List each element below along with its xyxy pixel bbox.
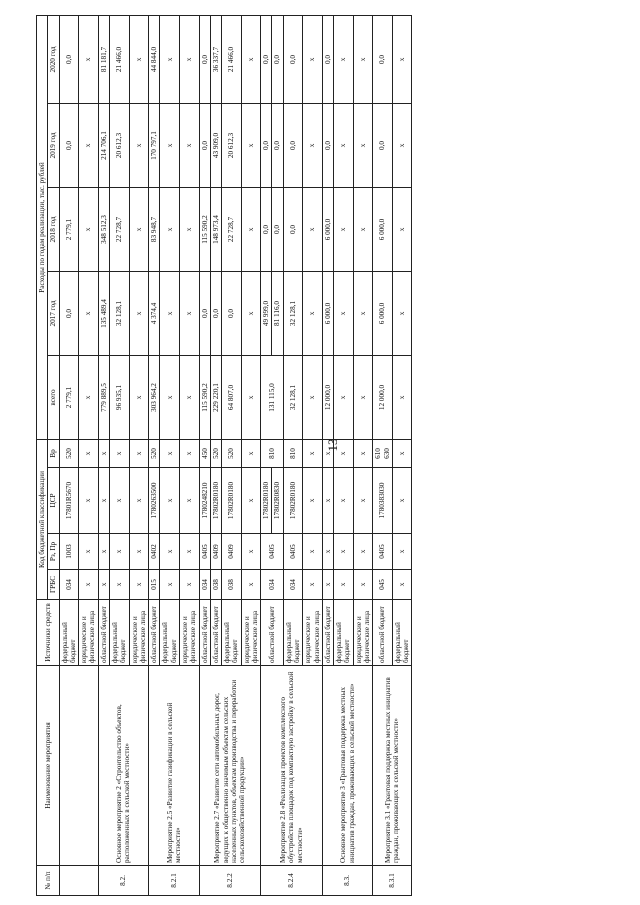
row-num	[59, 866, 98, 896]
row-source: областной бюджет	[149, 600, 160, 666]
row-csr: 17802R0180	[283, 468, 303, 534]
row-total: 229 220,1	[210, 356, 221, 440]
row-2020: x	[353, 15, 373, 103]
row-source: областной бюджет	[261, 600, 284, 666]
row-csr: x	[322, 468, 333, 534]
table-row	[59, 15, 79, 895]
row-csr: x	[241, 468, 261, 534]
row-grbs: 034	[59, 570, 79, 600]
row-2020: x	[392, 15, 412, 103]
row-csr: 17801R5670	[59, 468, 79, 534]
row-2018: 115 590,2	[199, 188, 210, 272]
row-vr: 520	[149, 440, 160, 468]
row-2019: x	[179, 104, 199, 188]
row-2017: 0,0	[59, 272, 79, 356]
row-csr: x	[98, 468, 109, 534]
row-total: 96 935,1	[109, 356, 129, 440]
row-total: x	[160, 356, 180, 440]
row-num: 8.3.	[322, 866, 372, 896]
row-source: федеральный бюджет	[109, 600, 129, 666]
row-2019: 0,0	[59, 104, 79, 188]
row-vr: x	[98, 440, 109, 468]
row-2019: 0,0	[199, 104, 210, 188]
row-grbs: x	[303, 570, 323, 600]
header-num: № п/п	[37, 866, 60, 896]
row-2017: 0,0	[210, 272, 221, 356]
row-2019: x	[392, 104, 412, 188]
row-total: 779 889,5	[98, 356, 109, 440]
row-2018-a: 0,0	[262, 225, 271, 234]
row-rzpr: x	[322, 534, 333, 570]
row-2018: 83 948,7	[149, 188, 160, 272]
row-2018	[261, 188, 284, 272]
row-2020: x	[160, 15, 180, 103]
row-2017: x	[129, 272, 149, 356]
row-csr: 1780248210	[199, 468, 210, 534]
row-csr-b: 17802R0830	[271, 468, 281, 533]
row-csr	[261, 468, 284, 534]
row-grbs: 015	[149, 570, 160, 600]
row-vr: x	[353, 440, 373, 468]
row-source: юридические и физические лица	[303, 600, 323, 666]
row-rzpr: 1003	[59, 534, 79, 570]
header-total: всего	[48, 356, 59, 440]
header-code-group: Код бюджетной классификации	[37, 440, 48, 600]
row-2020: x	[303, 15, 323, 103]
row-grbs: 034	[199, 570, 210, 600]
row-vr-b: 630	[382, 448, 391, 459]
row-source: федеральный бюджет	[160, 600, 180, 666]
row-2017-b: 81 116,0	[271, 272, 281, 355]
row-2017: x	[303, 272, 323, 356]
row-vr: x	[109, 440, 129, 468]
row-2018: x	[129, 188, 149, 272]
row-grbs: x	[98, 570, 109, 600]
row-rzpr: 0405	[373, 534, 393, 570]
row-num: 8.2.2	[199, 866, 261, 896]
row-vr: x	[160, 440, 180, 468]
row-rzpr: x	[160, 534, 180, 570]
row-vr: x	[334, 440, 354, 468]
row-2018: x	[79, 188, 99, 272]
row-total: 32 128,1	[283, 356, 303, 440]
row-source: юридические и физические лица	[179, 600, 199, 666]
row-vr: x	[129, 440, 149, 468]
row-vr: 520	[222, 440, 242, 468]
row-2019: 170 797,1	[149, 104, 160, 188]
row-2017: x	[179, 272, 199, 356]
header-expense-group: Расходы по годам реализации, тыс. рублей	[37, 15, 48, 439]
row-2017: x	[392, 272, 412, 356]
row-rzpr: 0402	[149, 534, 160, 570]
header-csr: ЦСР	[48, 468, 59, 534]
row-vr: 520	[210, 440, 221, 468]
row-total: 115 590,2	[199, 356, 210, 440]
row-2018: x	[303, 188, 323, 272]
row-vr	[373, 440, 393, 468]
row-2019: 214 706,1	[98, 104, 109, 188]
row-grbs: x	[179, 570, 199, 600]
header-grbs: ГРБС	[48, 570, 59, 600]
header-2019: 2019 год	[48, 104, 59, 188]
row-total: x	[79, 356, 99, 440]
row-total: 64 807,0	[222, 356, 242, 440]
row-name: Мероприятие 2.8 «Реализация проектов комплексного обустройства площадок под компактную застройку в сельской местности»	[261, 666, 323, 866]
row-2018: 22 728,7	[109, 188, 129, 272]
row-2019: 0,0	[322, 104, 333, 188]
row-csr: x	[334, 468, 354, 534]
row-source: юридические и физические лица	[129, 600, 149, 666]
row-grbs: x	[322, 570, 333, 600]
row-2020: 0,0	[283, 15, 303, 103]
row-2020	[261, 15, 284, 103]
row-2018: 6 000,0	[373, 188, 393, 272]
row-2018-b: 0,0	[271, 188, 281, 271]
row-2017: 0,0	[199, 272, 210, 356]
row-source: юридические и физические лица	[79, 600, 99, 666]
row-2020: 0,0	[199, 15, 210, 103]
row-2020: x	[79, 15, 99, 103]
row-2017: x	[79, 272, 99, 356]
row-2017: 6 000,0	[322, 272, 333, 356]
row-2017: 4 374,4	[149, 272, 160, 356]
row-source: областной бюджет	[210, 600, 221, 666]
row-rzpr: x	[129, 534, 149, 570]
table-row	[149, 15, 160, 895]
row-2020: 0,0	[59, 15, 79, 103]
row-grbs: x	[109, 570, 129, 600]
row-2018: 348 512,3	[98, 188, 109, 272]
header-2018: 2018 год	[48, 188, 59, 272]
row-2017: 32 128,1	[109, 272, 129, 356]
row-num: 8.2.4	[261, 866, 323, 896]
table-row	[199, 15, 210, 895]
row-rzpr: 0405	[261, 534, 284, 570]
row-name	[59, 666, 98, 866]
row-csr: x	[179, 468, 199, 534]
row-2017: 0,0	[222, 272, 242, 356]
row-2020-a: 0,0	[262, 54, 271, 64]
row-grbs: 034	[283, 570, 303, 600]
row-grbs: 038	[210, 570, 221, 600]
row-rzpr: x	[109, 534, 129, 570]
header-rzpr: Рз, Пр	[48, 534, 59, 570]
row-grbs: x	[334, 570, 354, 600]
table-row	[261, 15, 284, 895]
row-num: 8.2.	[98, 866, 148, 896]
row-total: x	[129, 356, 149, 440]
row-vr: x	[241, 440, 261, 468]
row-2017: x	[160, 272, 180, 356]
row-2019-b: 0,0	[271, 104, 281, 187]
row-2020: x	[334, 15, 354, 103]
row-name: Основное мероприятие 3 «Грантовая поддержка местных инициатив граждан, проживающих в сельской местности»	[322, 666, 372, 866]
row-2018: 0,0	[283, 188, 303, 272]
table-row	[98, 15, 109, 895]
row-name: Мероприятие 3.1 «Грантовая поддержка местных инициатив граждан, проживающих в сельской местности»	[373, 666, 412, 866]
row-csr: 17802R0180	[222, 468, 242, 534]
table-row	[373, 15, 393, 895]
row-total: x	[303, 356, 323, 440]
table-row	[322, 15, 333, 895]
row-2019: x	[353, 104, 373, 188]
row-csr: x	[392, 468, 412, 534]
row-2018: 148 973,4	[210, 188, 221, 272]
row-csr: x	[303, 468, 323, 534]
row-csr: x	[109, 468, 129, 534]
row-total: 303 964,2	[149, 356, 160, 440]
row-2017: 6 000,0	[373, 272, 393, 356]
row-2019-a: 0,0	[262, 141, 271, 150]
row-rzpr: 0405	[283, 534, 303, 570]
row-2019: x	[241, 104, 261, 188]
row-source: федеральный бюджет	[334, 600, 354, 666]
row-grbs: x	[160, 570, 180, 600]
row-2018: x	[392, 188, 412, 272]
row-rzpr: x	[98, 534, 109, 570]
budget-table-sheet	[36, 16, 616, 896]
row-vr: x	[322, 440, 333, 468]
row-grbs: x	[129, 570, 149, 600]
row-source: юридические и физические лица	[241, 600, 261, 666]
row-total: 12 000,0	[322, 356, 333, 440]
row-rzpr: x	[334, 534, 354, 570]
row-2019: x	[303, 104, 323, 188]
row-2019: 0,0	[373, 104, 393, 188]
row-source: федеральный бюджет	[392, 600, 412, 666]
row-2018: 6 000,0	[322, 188, 333, 272]
row-source: областной бюджет	[199, 600, 210, 666]
row-2017: 32 128,1	[283, 272, 303, 356]
row-csr: x	[160, 468, 180, 534]
row-2018: 2 779,1	[59, 188, 79, 272]
row-2017	[261, 272, 284, 356]
row-grbs: 034	[261, 570, 284, 600]
row-rzpr: 0405	[199, 534, 210, 570]
row-name: Основное мероприятие 2 «Строительство объектов, расположенных в сельской местности»	[98, 666, 148, 866]
row-2019: 0,0	[283, 104, 303, 188]
row-2017: x	[353, 272, 373, 356]
row-rzpr: 0409	[222, 534, 242, 570]
row-vr: x	[179, 440, 199, 468]
row-2020: x	[129, 15, 149, 103]
row-2020-b: 0,0	[271, 16, 281, 103]
row-source: областной бюджет	[322, 600, 333, 666]
row-grbs: x	[241, 570, 261, 600]
row-grbs: 045	[373, 570, 393, 600]
row-csr: x	[353, 468, 373, 534]
row-grbs: x	[353, 570, 373, 600]
row-csr: x	[79, 468, 99, 534]
row-total: x	[241, 356, 261, 440]
row-rzpr: 0409	[210, 534, 221, 570]
row-rzpr: x	[303, 534, 323, 570]
row-source: федеральный бюджет	[222, 600, 242, 666]
row-2019: x	[160, 104, 180, 188]
budget-table	[36, 15, 412, 896]
row-2017-a: 49 999,0	[262, 300, 271, 327]
row-total: 12 000,0	[373, 356, 393, 440]
row-total: 131 115,0	[261, 356, 284, 440]
row-name: Мероприятие 2.7 «Развитие сети автомобильных дорог, ведущих к общественно значимым объектам сельских населенных пунктов, объектам производства и переработки сельскохозяйственной продукции»	[199, 666, 261, 866]
row-vr: 520	[59, 440, 79, 468]
row-2019: x	[129, 104, 149, 188]
row-2020: x	[241, 15, 261, 103]
row-2018: x	[241, 188, 261, 272]
row-total: x	[334, 356, 354, 440]
row-2018: x	[353, 188, 373, 272]
header-source: Источники средств	[37, 600, 60, 666]
row-source: юридические и физические лица	[353, 600, 373, 666]
row-2019	[261, 104, 284, 188]
row-grbs: x	[79, 570, 99, 600]
row-name: Мероприятие 2.5 «Развитие газификации в сельской местности»	[149, 666, 199, 866]
row-2020: x	[179, 15, 199, 103]
row-rzpr: x	[241, 534, 261, 570]
row-2019: x	[334, 104, 354, 188]
header-2020: 2020 год	[48, 15, 59, 103]
row-csr: 17802R0180	[210, 468, 221, 534]
row-2020: 44 844,0	[149, 15, 160, 103]
row-2019: 43 909,0	[210, 104, 221, 188]
row-source: областной бюджет	[373, 600, 393, 666]
row-total: x	[392, 356, 412, 440]
row-csr: 1780263500	[149, 468, 160, 534]
row-total: x	[179, 356, 199, 440]
row-vr: 450	[199, 440, 210, 468]
row-num: 8.2.1	[149, 866, 199, 896]
row-2020: 0,0	[322, 15, 333, 103]
header-2017: 2017 год	[48, 272, 59, 356]
row-rzpr: x	[353, 534, 373, 570]
row-rzpr: x	[392, 534, 412, 570]
row-grbs: 038	[222, 570, 242, 600]
row-source: областной бюджет	[98, 600, 109, 666]
row-csr: 1780383030	[373, 468, 393, 534]
row-vr: x	[79, 440, 99, 468]
row-2017: x	[334, 272, 354, 356]
row-vr-a: 610	[374, 448, 383, 459]
row-vr: x	[392, 440, 412, 468]
row-2020: 36 337,7	[210, 15, 221, 103]
row-total: 2 779,1	[59, 356, 79, 440]
page-number: 13	[325, 438, 340, 452]
row-total: x	[353, 356, 373, 440]
row-2018: x	[179, 188, 199, 272]
row-num: 8.3.1	[373, 866, 412, 896]
row-2019: 20 612,3	[109, 104, 129, 188]
row-vr: 810	[261, 440, 284, 468]
row-2019: 20 612,3	[222, 104, 242, 188]
row-2017: 135 489,4	[98, 272, 109, 356]
row-rzpr: x	[179, 534, 199, 570]
row-2018: x	[334, 188, 354, 272]
header-row-group	[37, 15, 48, 895]
row-rzpr: x	[79, 534, 99, 570]
header-name: Наименование мероприятия	[37, 666, 60, 866]
row-source: федеральный бюджет	[59, 600, 79, 666]
row-2020: 81 181,7	[98, 15, 109, 103]
row-grbs: x	[392, 570, 412, 600]
row-2018: 22 728,7	[222, 188, 242, 272]
row-vr: x	[303, 440, 323, 468]
row-2020: 21 466,0	[109, 15, 129, 103]
row-csr-a: 17802R0180	[262, 481, 271, 520]
row-2019: x	[79, 104, 99, 188]
row-vr: 810	[283, 440, 303, 468]
row-2020: 0,0	[373, 15, 393, 103]
header-vr: Вр	[48, 440, 59, 468]
row-2020: 21 466,0	[222, 15, 242, 103]
row-source: федеральный бюджет	[283, 600, 303, 666]
row-2017: x	[241, 272, 261, 356]
row-csr: x	[129, 468, 149, 534]
row-2018: x	[160, 188, 180, 272]
